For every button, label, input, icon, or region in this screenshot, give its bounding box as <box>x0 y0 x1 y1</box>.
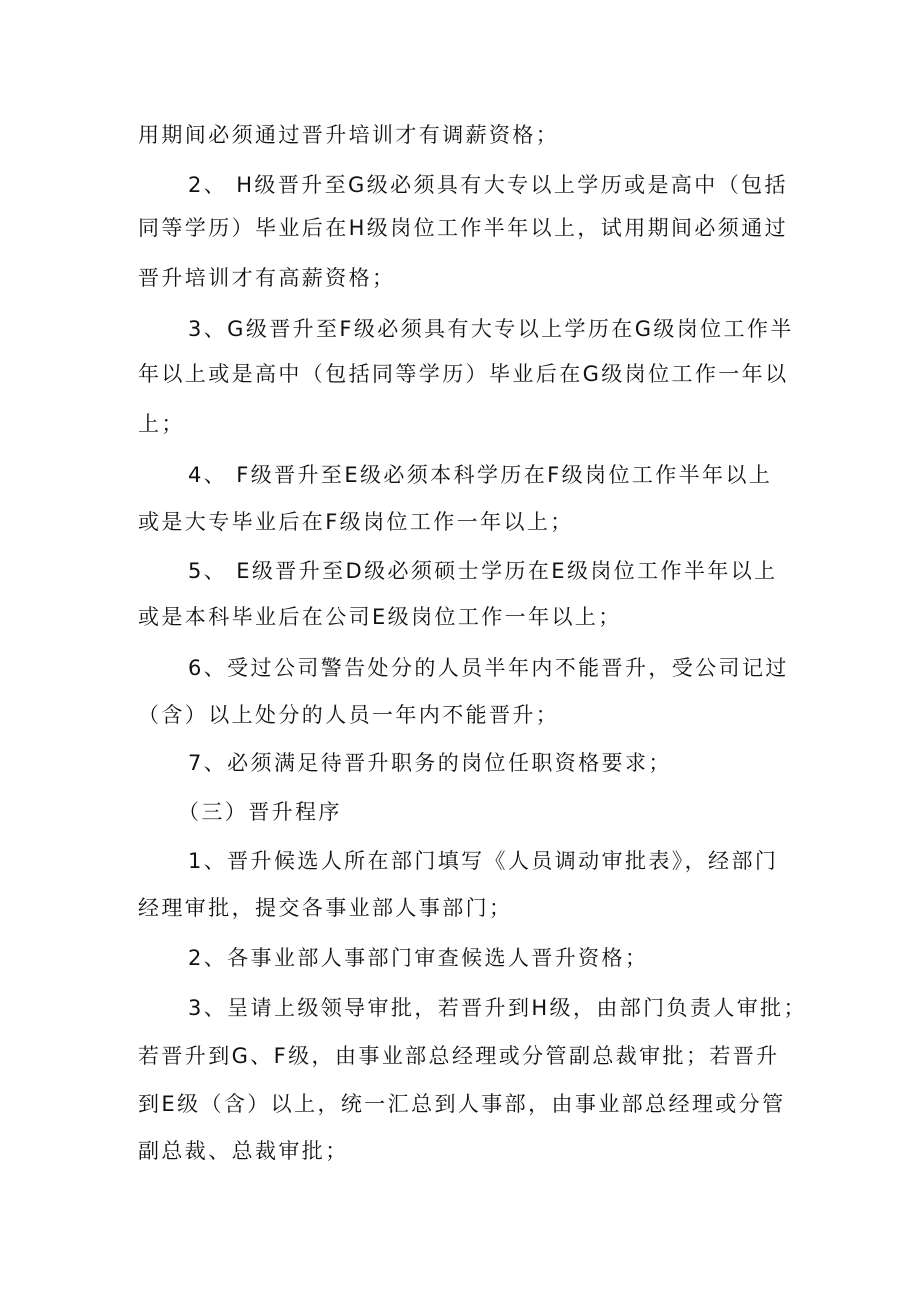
list-item-5-line-2: 或是本科毕业后在公司E级岗位工作一年以上； <box>138 605 622 629</box>
list-item-3-line-2: 年以上或是高中（包括同等学历）毕业后在G级岗位工作一年以 <box>138 362 789 386</box>
procedure-step-3-line-4: 副总裁、总裁审批； <box>138 1139 349 1163</box>
list-item-3-line-1: 3、G级晋升至F级必须具有大专以上学历在G级岗位工作半 <box>188 317 794 341</box>
list-item-5-line-1: 5、 E级晋升至D级必须硕士学历在E级岗位工作半年以上 <box>188 559 778 583</box>
list-item-2-line-2: 同等学历）毕业后在H级岗位工作半年以上，试用期间必须通过 <box>138 216 788 240</box>
procedure-step-3-line-1: 3、呈请上级领导审批，若晋升到H级，由部门负责人审批； <box>188 996 807 1020</box>
procedure-step-3-line-2: 若晋升到G、F级，由事业部总经理或分管副总裁审批；若晋升 <box>138 1044 780 1068</box>
list-item-6-line-2: （含）以上处分的人员一年内不能晋升； <box>138 703 560 727</box>
list-item-4-line-1: 4、 F级晋升至E级必须本科学历在F级岗位工作半年以上 <box>188 463 773 487</box>
body-line: 用期间必须通过晋升培训才有调薪资格； <box>138 123 560 147</box>
list-item-7-line-1: 7、必须满足待晋升职务的岗位任职资格要求； <box>188 751 672 775</box>
list-item-6-line-1: 6、受过公司警告处分的人员半年内不能晋升，受公司记过 <box>188 656 789 680</box>
procedure-step-2-line-1: 2、各事业部人事部门审查候选人晋升资格； <box>188 946 649 970</box>
list-item-3-line-3: 上； <box>138 412 185 436</box>
list-item-2-line-3: 晋升培训才有高薪资格； <box>138 266 396 290</box>
list-item-2-line-1: 2、 H级晋升至G级必须具有大专以上学历或是高中（包括 <box>188 173 788 197</box>
procedure-step-1-line-1: 1、晋升候选人所在部门填写《人员调动审批表》，经部门 <box>188 849 779 873</box>
procedure-step-3-line-3: 到E级（含）以上，统一汇总到人事部，由事业部总经理或分管 <box>138 1092 786 1116</box>
list-item-4-line-2: 或是大专毕业后在F级岗位工作一年以上； <box>138 510 574 534</box>
section-heading: （三）晋升程序 <box>178 800 342 824</box>
procedure-step-1-line-2: 经理审批，提交各事业部人事部门； <box>138 896 513 920</box>
